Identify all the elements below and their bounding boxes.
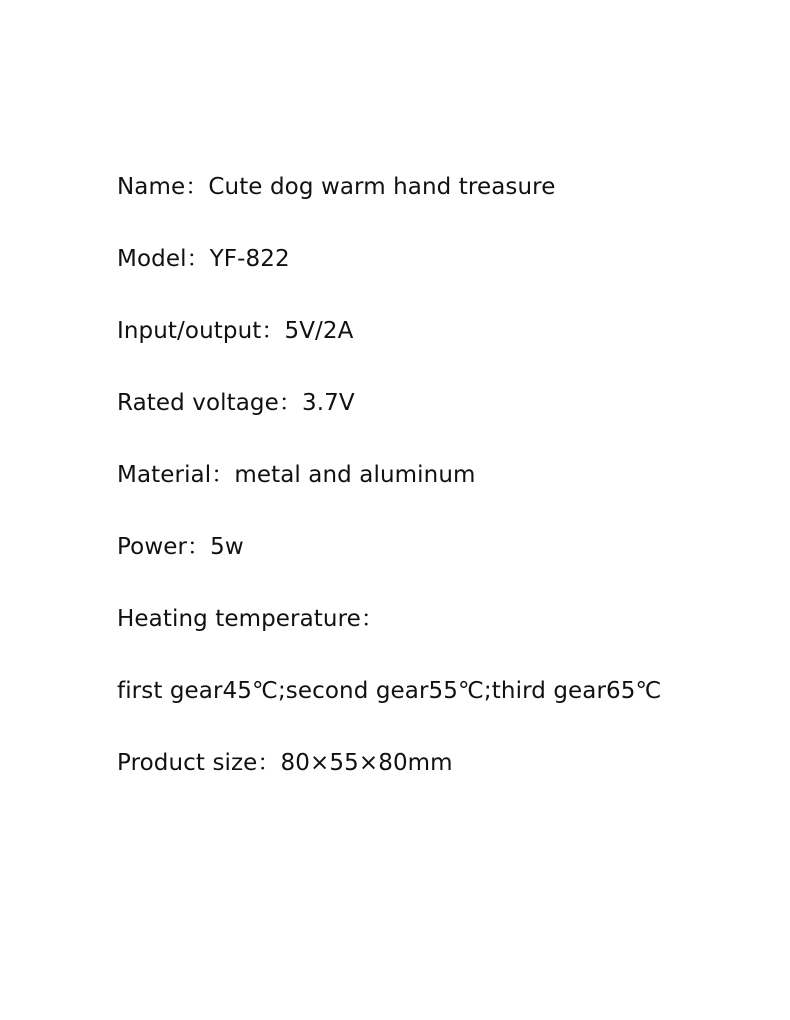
spec-model: Model：YF-822 xyxy=(117,246,290,272)
spec-power: Power：5w xyxy=(117,534,244,560)
spec-material: Material：metal and aluminum xyxy=(117,462,476,488)
spec-name: Name：Cute dog warm hand treasure xyxy=(117,174,556,200)
spec-heating-temperature-label: Heating temperature： xyxy=(117,606,385,632)
spec-input-output: Input/output：5V/2A xyxy=(117,318,354,344)
spec-rated-voltage: Rated voltage：3.7V xyxy=(117,390,355,416)
spec-heating-gears: first gear45℃;second gear55℃;third gear65℃ xyxy=(117,678,662,704)
spec-product-size: Product size：80×55×80mm xyxy=(117,750,453,776)
